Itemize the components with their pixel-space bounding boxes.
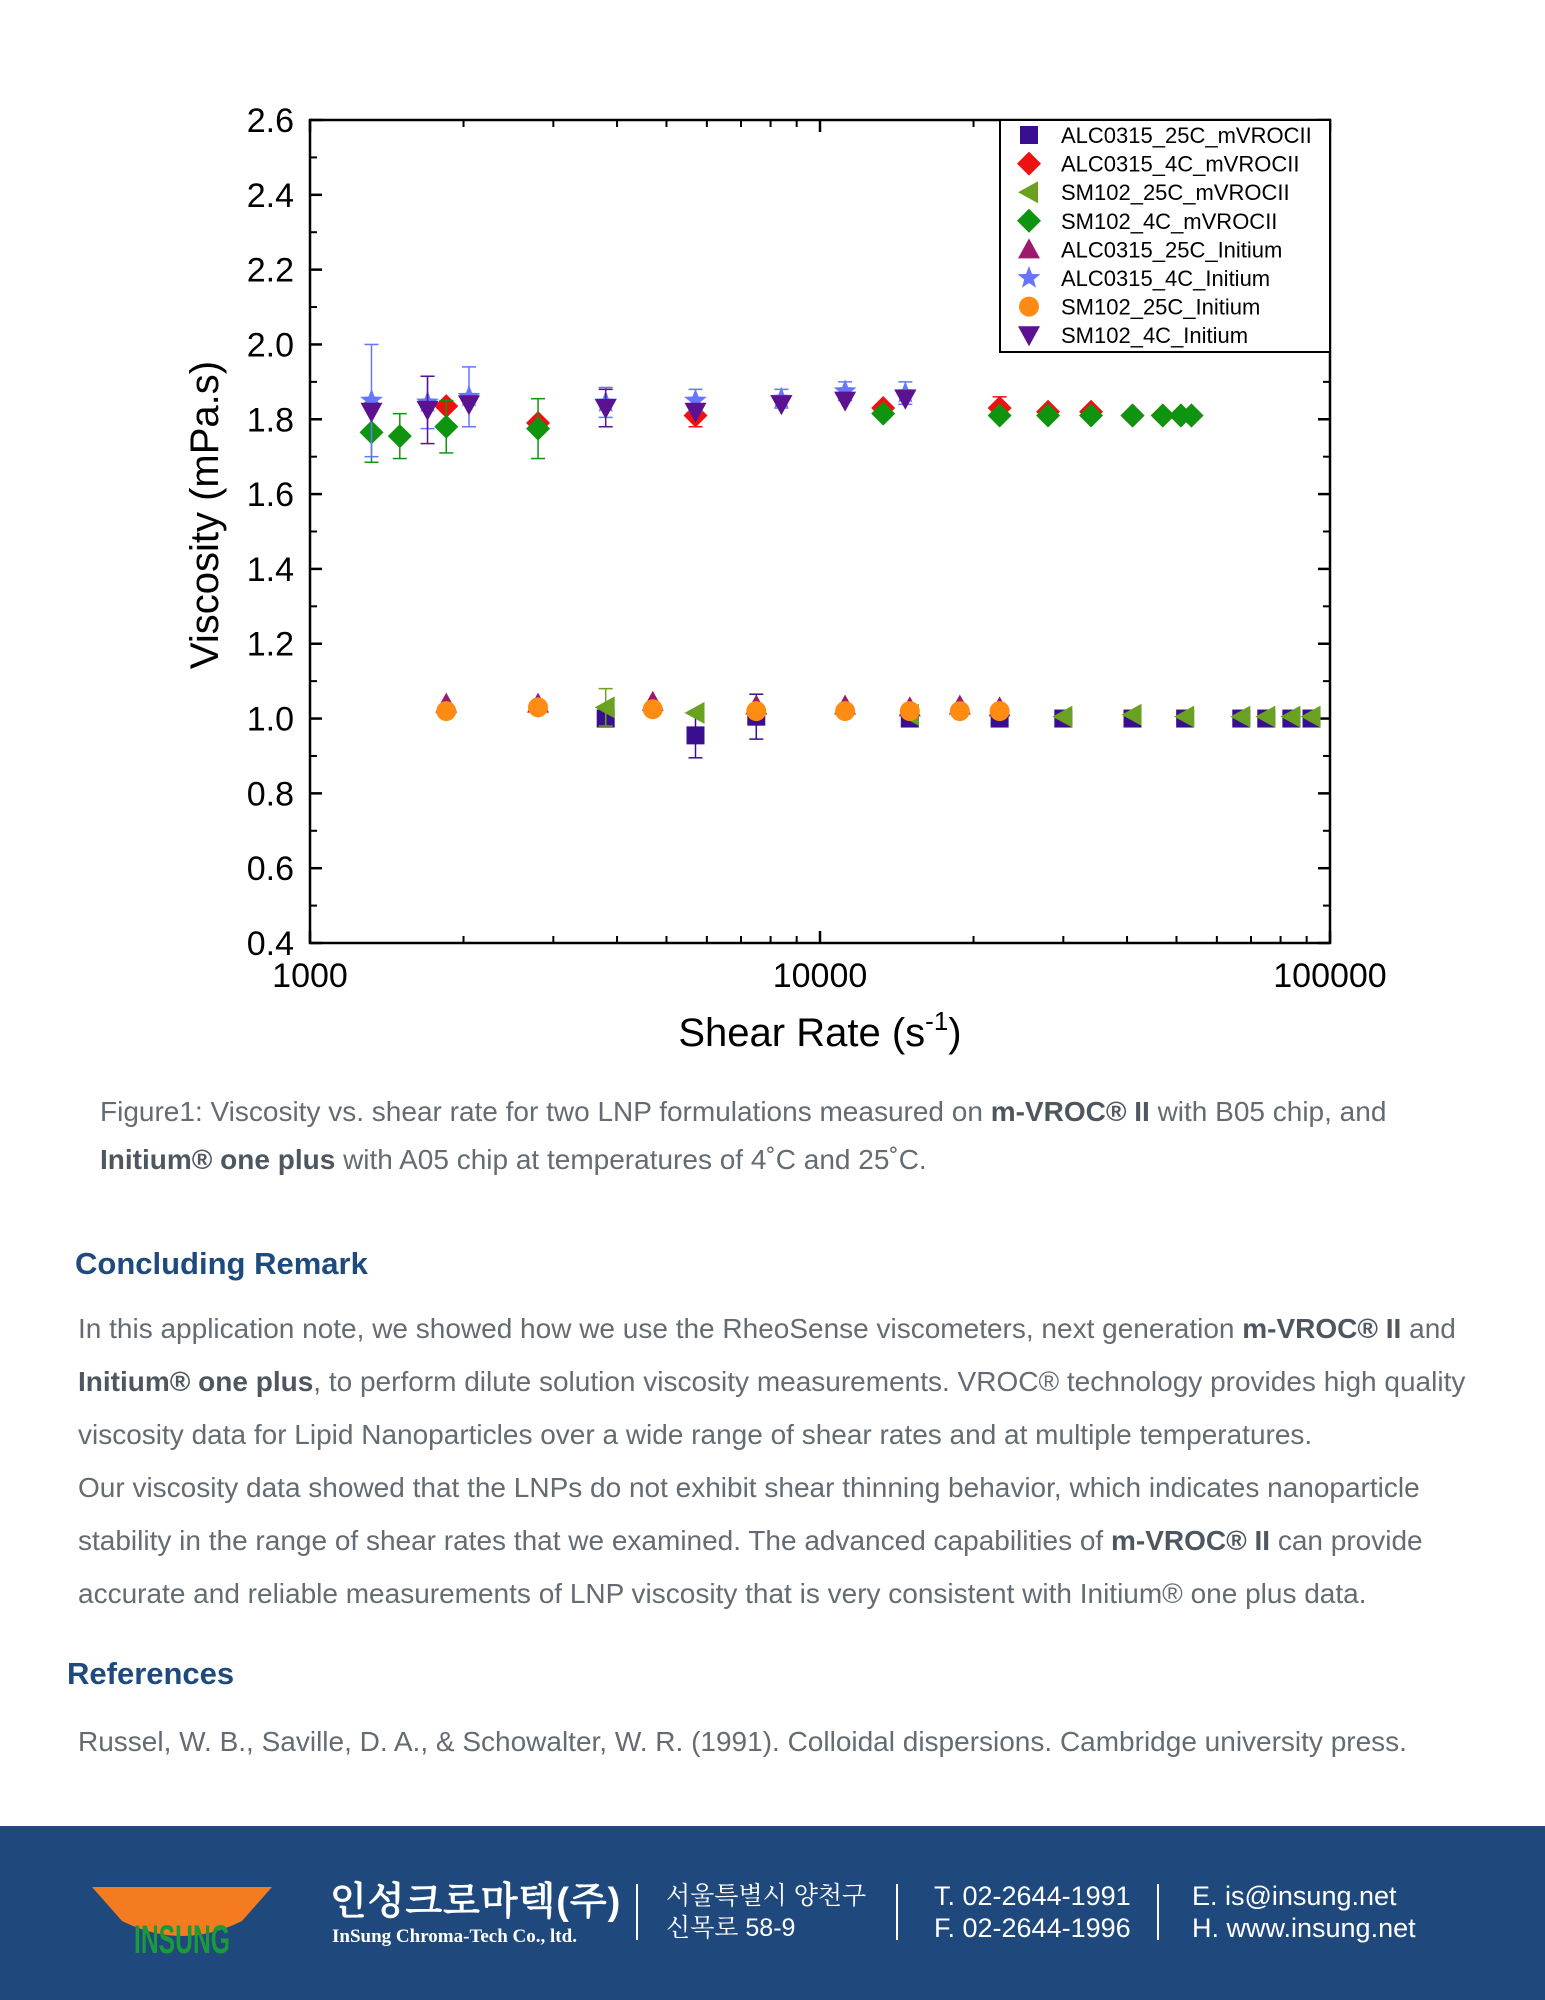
logo-wordmark: INSUNG [134, 1918, 230, 1962]
data-point [770, 395, 792, 415]
references-heading: References [67, 1656, 235, 1691]
y-tick-label: 0.8 [246, 775, 294, 814]
legend-marker [1019, 297, 1039, 317]
x-tick-label: 1000 [272, 957, 348, 995]
data-point [1079, 404, 1103, 428]
email-address[interactable]: E. is@insung.net [1192, 1881, 1397, 1911]
footer-divider [1157, 1884, 1159, 1940]
legend-label: SM102_25C_mVROCII [1061, 180, 1290, 206]
concluding-remark-body [78, 1302, 1478, 1620]
x-tick-label: 10000 [772, 957, 868, 995]
y-tick-label: 2.6 [246, 102, 294, 140]
legend-marker [1020, 126, 1038, 144]
insung-logo [92, 1881, 272, 1961]
legend-label: ALC0315_25C_Initium [1061, 237, 1283, 263]
data-point [388, 424, 412, 448]
x-axis-label [678, 1006, 961, 1055]
y-tick-label: 2.4 [246, 176, 294, 215]
x-tick-label: 100000 [1273, 957, 1387, 995]
company-name-english: InSung Chroma-Tech Co., ltd. [332, 1926, 577, 1947]
y-tick-label: 1.8 [246, 401, 294, 440]
y-tick-label: 1.6 [246, 476, 294, 515]
data-point [595, 399, 617, 419]
legend-label: SM102_4C_mVROCII [1061, 208, 1278, 234]
concluding-remark-heading: Concluding Remark [75, 1246, 368, 1281]
caption-product-mvroc: m-VROC® II [990, 1096, 1150, 1127]
data-point [686, 726, 704, 744]
data-point [990, 701, 1010, 721]
y-tick-label: 0.6 [246, 850, 294, 889]
p1-text-c: and [1401, 1313, 1456, 1344]
series-SM102_25C_Initium [436, 697, 1009, 721]
p2-text-c: can provide accurate and reliable measurements of LNP viscosity that is very consistent with Initium® one plus data. [78, 1525, 1423, 1609]
data-point [684, 702, 704, 724]
data-point [746, 701, 766, 721]
data-point [417, 401, 439, 421]
y-tick-label: 2.2 [246, 251, 294, 290]
address-line-2: 신목로 58-9 [666, 1914, 796, 1942]
data-series [359, 344, 1320, 757]
telephone-number: T. 02-2644-1991 [934, 1881, 1131, 1911]
caption-product-initium: Initium® one plus [100, 1144, 336, 1175]
series-ALC0315_25C_Initium [435, 691, 1010, 717]
data-point [900, 701, 920, 721]
y-tick-label: 1.4 [246, 550, 294, 589]
website-url[interactable]: H. www.insung.net [1192, 1913, 1416, 1943]
figure-caption [100, 1088, 1460, 1184]
company-address [666, 1880, 866, 1944]
data-point [834, 392, 856, 412]
legend-label: ALC0315_25C_mVROCII [1061, 123, 1312, 148]
reference-item: Russel, W. B., Saville, D. A., & Schowalter, W. R. (1991). Colloidal dispersions. Cambridge university press. [78, 1726, 1407, 1757]
legend-label: ALC0315_4C_mVROCII [1061, 151, 1300, 177]
footer-bar [0, 1826, 1545, 2000]
data-point [1036, 404, 1060, 428]
company-contact [1192, 1880, 1416, 1944]
caption-lead: Figure1: Viscosity vs. shear rate for two LNP formulations measured on [100, 1096, 991, 1127]
footer-divider [896, 1884, 898, 1940]
address-line-1: 서울특별시 양천구 [666, 1882, 867, 1910]
concluding-paragraph-1 [78, 1302, 1478, 1461]
company-name-korean: 인성크로마텍(주) [330, 1881, 622, 1923]
fax-number: F. 02-2644-1996 [934, 1913, 1131, 1943]
legend-label: ALC0315_4C_Initium [1061, 266, 1271, 291]
y-tick-label: 1.2 [246, 625, 294, 664]
y-axis-label: Viscosity (mPa.s) [183, 360, 227, 670]
x-axis-label-sup: -1 [925, 1006, 949, 1036]
data-point [360, 403, 382, 423]
data-point [1121, 404, 1145, 428]
data-point [643, 699, 663, 719]
p2-text-a: Our viscosity data showed that the LNPs do not exhibit shear thinning behavior, which indicates nanoparticle stability in the range of shear rates that we examined. The advanced capabilities of [78, 1472, 1420, 1556]
data-point [950, 701, 970, 721]
company-phone [934, 1880, 1131, 1944]
p1-product-initium: Initium® one plus [78, 1366, 314, 1397]
p1-text-a: In this application note, we showed how we use the RheoSense viscometers, next generation [78, 1313, 1243, 1344]
x-axis-label-end: ) [948, 1011, 962, 1055]
legend-label: SM102_25C_Initium [1061, 294, 1261, 320]
legend [1000, 120, 1330, 352]
data-point [528, 697, 548, 717]
caption-tail: with A05 chip at temperatures of 4˚C and 25˚C. [335, 1144, 927, 1175]
y-tick-label: 0.4 [246, 925, 294, 963]
p1-text-e: , to perform dilute solution viscosity measurements. VROC® technology provides high quality viscosity data for Lipid Nanoparticles over a wide range of shear rates and at multiple temperatures. [78, 1366, 1466, 1450]
legend-label: SM102_4C_Initium [1061, 323, 1249, 349]
x-axis-label-main: Shear Rate (s [678, 1011, 926, 1055]
caption-middle: with B05 chip, and [1149, 1096, 1387, 1127]
y-tick-label: 1.0 [246, 700, 294, 739]
concluding-paragraph-2 [78, 1461, 1478, 1620]
data-point [436, 701, 456, 721]
footer-divider [636, 1884, 638, 1940]
data-point [458, 395, 480, 415]
p1-product-mvroc: m-VROC® II [1242, 1313, 1402, 1344]
data-point [835, 701, 855, 721]
data-point [894, 390, 916, 410]
data-point [434, 415, 458, 439]
p2-product-mvroc: m-VROC® II [1110, 1525, 1271, 1556]
y-tick-label: 2.0 [246, 326, 294, 365]
